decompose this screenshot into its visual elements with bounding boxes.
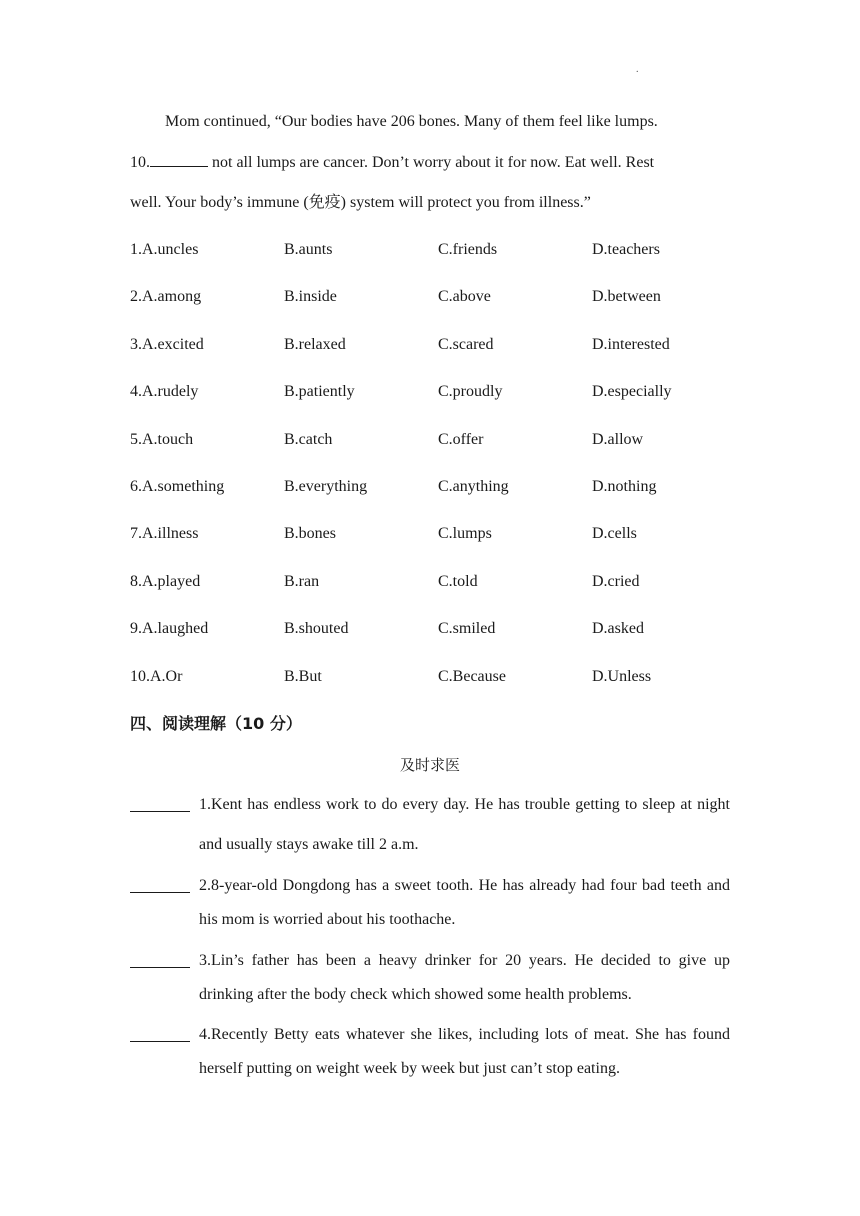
- option-b: B.shouted: [284, 620, 349, 638]
- passage-title: 及时求医: [399, 756, 460, 774]
- case-item: [130, 951, 730, 1011]
- option-row: [130, 572, 730, 619]
- option-a: 9.A.laughed: [130, 620, 209, 638]
- case-item: [130, 795, 730, 865]
- option-c: C.above: [438, 288, 491, 306]
- option-b: B.inside: [284, 288, 337, 306]
- option-d: D.Unless: [592, 667, 652, 685]
- option-row: [130, 430, 730, 477]
- answer-blank: [130, 1041, 190, 1042]
- option-c: C.offer: [438, 430, 484, 448]
- option-c: C.friends: [438, 241, 498, 258]
- option-row: [130, 287, 730, 334]
- option-d: D.especially: [592, 383, 672, 401]
- page-mark: .: [636, 64, 639, 75]
- story-line-3: well. Your body’s immune (免疫) system will protect you from illness.”: [130, 194, 591, 211]
- answer-blank: [130, 811, 190, 812]
- option-d: D.cried: [592, 572, 640, 590]
- case-text: 1.Kent has endless work to do every day. He has trouble getting to sleep at night and usually stays awake till 2 a.m.: [199, 796, 730, 853]
- story-line-2-text: not all lumps are cancer. Don’t worry about it for now. Eat well. Rest: [208, 154, 655, 171]
- case-item: [130, 876, 730, 936]
- option-b: B.bones: [284, 525, 336, 543]
- option-a: 8.A.played: [130, 572, 201, 590]
- option-a: 5.A.touch: [130, 430, 194, 448]
- option-d: D.cells: [592, 525, 637, 543]
- option-d: D.between: [592, 288, 661, 306]
- option-a: 3.A.excited: [130, 335, 204, 353]
- option-row: [130, 524, 730, 571]
- option-a: 4.A.rudely: [130, 383, 199, 401]
- option-b: B.everything: [284, 477, 368, 495]
- option-c: C.Because: [438, 667, 506, 685]
- option-b: B.patiently: [284, 383, 355, 401]
- option-c: C.anything: [438, 477, 509, 495]
- option-b: B.relaxed: [284, 335, 346, 353]
- section-heading: 四、阅读理解（10 分）: [130, 714, 302, 733]
- option-b: B.But: [284, 667, 322, 685]
- option-d: D.nothing: [592, 477, 657, 495]
- option-d: D.interested: [592, 335, 670, 353]
- answer-blank: [130, 892, 190, 893]
- case-text: 2.8-year-old Dongdong has a sweet tooth. He has already had four bad teeth and his mom is worried about his toothache.: [199, 877, 730, 928]
- option-a: 10.A.Or: [130, 667, 183, 685]
- option-row: [130, 667, 730, 714]
- option-d: D.teachers: [592, 241, 660, 258]
- option-a: 1.A.uncles: [130, 241, 199, 258]
- option-c: C.scared: [438, 335, 494, 353]
- option-c: C.smiled: [438, 620, 496, 638]
- option-row: [130, 335, 730, 382]
- case-text: 4.Recently Betty eats whatever she likes, including lots of meat. She has found herself putting on weight week by week but just can’t stop eating.: [199, 1026, 730, 1077]
- case-text: 3.Lin’s father has been a heavy drinker for 20 years. He decided to give up drinking after the body check which showed some health problems.: [199, 952, 730, 1003]
- story-line-2: [130, 152, 730, 173]
- option-b: B.catch: [284, 430, 333, 448]
- option-row: [130, 382, 730, 429]
- option-d: D.asked: [592, 620, 644, 638]
- option-row: [130, 477, 730, 524]
- option-row: [130, 619, 730, 666]
- option-a: 6.A.something: [130, 477, 225, 495]
- option-a: 7.A.illness: [130, 525, 199, 543]
- option-c: C.lumps: [438, 525, 492, 543]
- option-c: C.proudly: [438, 383, 503, 401]
- story-line-1: Mom continued, “Our bodies have 206 bones. Many of them feel like lumps.: [165, 113, 658, 130]
- option-d: D.allow: [592, 430, 644, 448]
- option-c: C.told: [438, 572, 478, 590]
- case-item: [130, 1025, 730, 1085]
- option-row: [130, 240, 730, 287]
- answer-blank: [130, 967, 190, 968]
- answer-blank: [150, 152, 208, 167]
- answer-options: [130, 240, 730, 714]
- option-a: 2.A.among: [130, 288, 202, 306]
- question-number: 10.: [130, 154, 150, 171]
- option-b: B.ran: [284, 572, 320, 590]
- option-b: B.aunts: [284, 241, 333, 258]
